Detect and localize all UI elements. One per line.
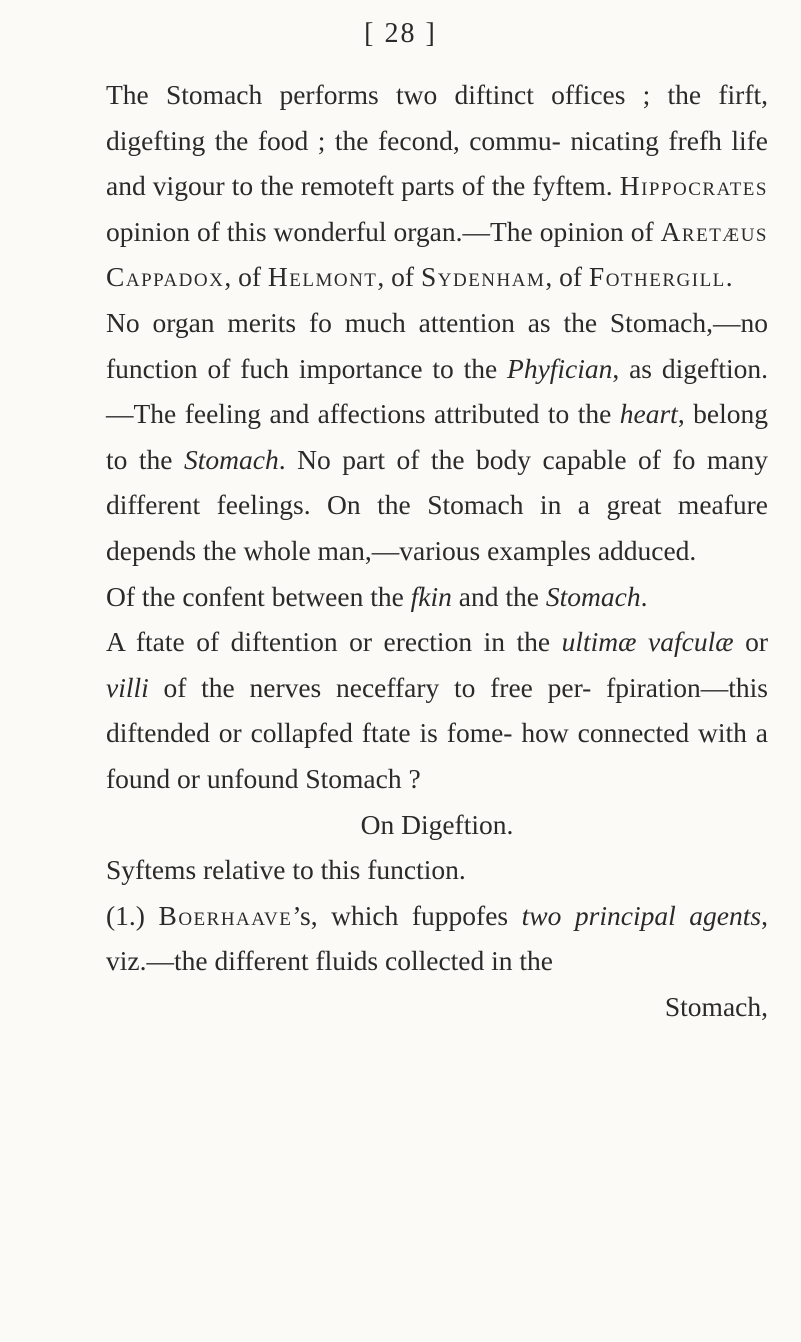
italic-skin: fkin xyxy=(410,580,452,612)
italic-villi: villi xyxy=(106,671,149,703)
section-heading: On Digeftion. xyxy=(360,808,514,840)
body-text xyxy=(106,72,768,1029)
catchword: Stomach, xyxy=(664,990,768,1022)
italic-stomach: Stomach xyxy=(545,580,641,612)
text-run: or xyxy=(733,626,768,658)
paragraph-5: Syftems relative to this function. xyxy=(106,854,466,886)
text-run: , viz.—the different fluids collected in the xyxy=(106,899,768,977)
text-run: , as digeftion.—The feeling and affections attributed to the xyxy=(106,352,768,430)
italic-stomach: Stomach xyxy=(184,443,279,475)
text-run: , of xyxy=(224,261,268,293)
paragraph-1 xyxy=(106,72,768,300)
name-aretaeus: Aretæus Cappadox xyxy=(106,215,768,293)
italic-ultimae-vasculae: ultimæ vafculæ xyxy=(561,626,734,658)
text-run: No organ merits fo much attention as the Stomach,—no function of fuch importance to the xyxy=(106,306,768,384)
paragraph-3 xyxy=(106,574,768,620)
name-hippocrates: Hippocrates xyxy=(619,170,768,202)
text-run: A ftate of diftention or erection in the xyxy=(106,626,562,658)
italic-heart: heart xyxy=(619,398,678,430)
text-run: , of xyxy=(377,261,421,293)
text-run: , of xyxy=(545,261,589,293)
paragraph-6 xyxy=(106,893,768,984)
text-run: . xyxy=(725,261,733,293)
paragraph-4 xyxy=(106,619,768,801)
name-helmont: Helmont xyxy=(267,261,378,293)
name-fothergill: Fothergill xyxy=(588,261,726,293)
italic-physician: Phyfician xyxy=(507,352,613,384)
text-run: . xyxy=(640,580,648,612)
text-run: (1.) xyxy=(106,899,159,931)
name-sydenham: Sydenham xyxy=(420,261,546,293)
text-run: of the nerves neceffary to free per- fpiration—this diftended or collapfed ftate is fome- how connected with a found or unfound Stomach ? xyxy=(106,671,768,794)
text-run: ’s, which fuppofes xyxy=(292,899,522,931)
text-run: , belong to the xyxy=(106,398,768,475)
text-run: . No part of the body capable of fo many different feelings. On the Stomach in a great meafure depends the whole man,—various examples adduced. xyxy=(106,443,768,566)
text-run: The Stomach performs two diftinct offices ; the firft, digefting the food ; the fecond, commu- nicating frefh life and vigour to the remoteft parts of the fyftem. xyxy=(106,79,768,202)
text-run: and the xyxy=(451,580,546,612)
page-number: [ 28 ] xyxy=(364,18,437,49)
paragraph-2 xyxy=(106,300,768,574)
italic-two-principal-agents: two principal agents xyxy=(521,899,762,931)
text-run: opinion of this wonderful organ.—The opinion of xyxy=(106,215,661,247)
name-boerhaave: Boerhaave xyxy=(158,899,293,931)
text-run: Of the confent between the xyxy=(106,580,411,612)
